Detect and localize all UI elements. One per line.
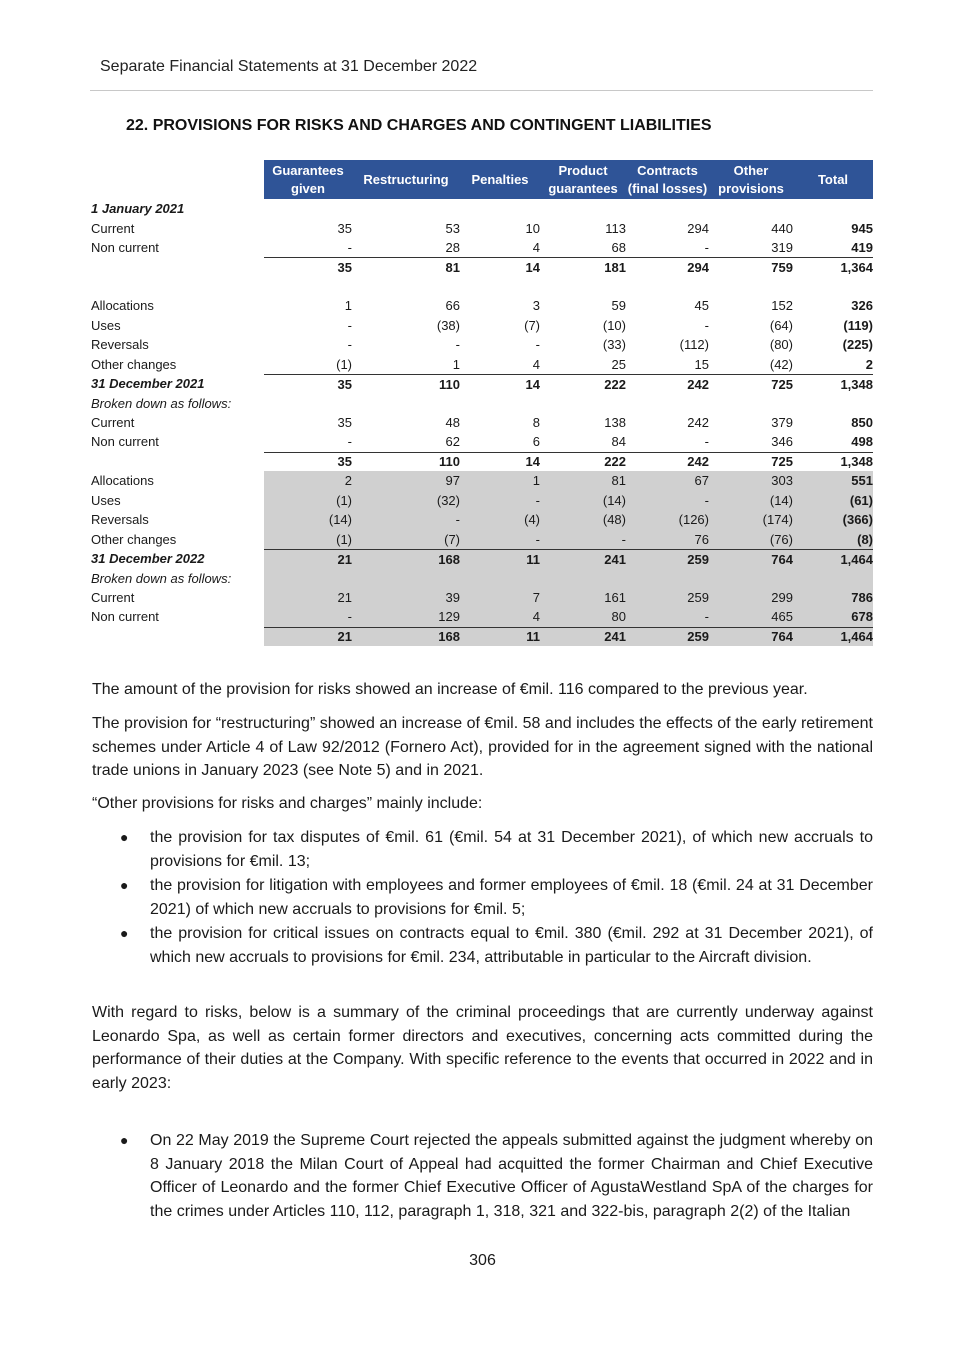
table-cell: 28: [445, 240, 460, 256]
table-cell: 11: [460, 549, 540, 568]
table-row: [91, 316, 873, 335]
paragraph-other-provisions-intro: “Other provisions for risks and charges” mainly include:: [92, 795, 483, 812]
table-cell: [352, 199, 460, 218]
table-cell: 161: [540, 588, 626, 607]
table-cell: 465: [709, 607, 793, 626]
table-cell: [540, 199, 626, 218]
table-cell: 222: [540, 452, 626, 471]
table-cell: 1: [452, 356, 460, 372]
table-cell: 498: [851, 434, 873, 450]
table-cell: 259: [626, 588, 709, 607]
table-cell: (32): [352, 491, 460, 510]
table-cell: -: [455, 337, 460, 353]
table-cell: 242: [626, 374, 709, 393]
list-item-text: the provision for litigation with employees and former employees of €mil. 18 (€mil. 24 at 31 December 2021) of which new accruals to provisions for €mil. 5;: [150, 877, 873, 918]
table-cell: [793, 568, 873, 587]
table-cell: -: [347, 317, 352, 333]
col-header-penalties: [460, 160, 540, 199]
table-cell: 152: [771, 298, 793, 314]
list-item: [120, 826, 873, 873]
section-title: 22. PROVISIONS FOR RISKS AND CHARGES AND CONTINGENT LIABILITIES: [126, 117, 712, 134]
table-cell: 725: [709, 374, 793, 393]
table-cell: -: [264, 607, 352, 626]
table-cell: 80: [540, 607, 626, 626]
col-header-line: Contracts: [637, 162, 698, 178]
list-item-text: On 22 May 2019 the Supreme Court rejected the appeals submitted against the judgment whereby on 8 January 2018 the Milan Court of Appeal had acquitted the former Chairman and Chief Executive Officer of Leonardo and the former Chief Executive Officer of AgustaWestland SpA of the charges for the crimes under Articles 110, 112, paragraph 1, 318, 321 and 322-bis, paragraph 2(2) of the Italian: [150, 1132, 873, 1220]
table-cell: (112): [679, 337, 709, 353]
table-cell: 76: [626, 529, 709, 548]
table-cell: 1: [460, 471, 540, 490]
table-cell: 8: [532, 415, 540, 431]
table-cell: 299: [709, 588, 793, 607]
table-spacer: [91, 277, 873, 296]
table-cell: 45: [694, 298, 709, 314]
table-cell: (38): [436, 317, 460, 333]
paragraph-criminal-proceedings: With regard to risks, below is a summary of the criminal proceedings that are currently underway against Leonardo Spa, as well as certain former directors and executives, concerning acts committed during the performance of their duties at the Company. With specific reference to the events that occurred in 2022 and in early 2023:: [92, 1004, 873, 1092]
table-cell: (61): [793, 491, 873, 510]
list-item: [120, 874, 873, 921]
table-cell: 110: [352, 374, 460, 393]
row-label: 31 December 2021: [91, 376, 205, 392]
table-cell: (42): [769, 356, 793, 372]
paragraph-provision-increase: The amount of the provision for risks showed an increase of €mil. 116 compared to the previous year.: [92, 681, 808, 698]
table-cell: 48: [445, 415, 460, 431]
table-cell: (1): [336, 356, 352, 372]
table-cell: 66: [445, 298, 460, 314]
row-label: Non current: [91, 434, 159, 450]
table-cell: [540, 568, 626, 587]
table-cell: 4: [532, 356, 540, 372]
table-cell: [264, 568, 352, 587]
row-label: Non current: [91, 609, 159, 625]
col-header-line: Other: [733, 162, 769, 178]
table-row: [91, 218, 873, 237]
table-cell: 25: [611, 356, 626, 372]
table-cell: (80): [769, 337, 793, 353]
table-row: [91, 471, 873, 490]
list-item-text: the provision for tax disputes of €mil. 61 (€mil. 54 at 31 December 2021), of which new accruals to provisions for €mil. 13;: [150, 829, 873, 870]
table-cell: (126): [626, 510, 709, 529]
table-cell: 59: [611, 298, 626, 314]
list-item: [120, 1129, 873, 1223]
table-cell: 6: [532, 434, 540, 450]
table-cell: 678: [793, 607, 873, 626]
table-cell: 259: [626, 627, 709, 646]
table-cell: 39: [352, 588, 460, 607]
table-cell: 138: [604, 415, 626, 431]
table-cell: 81: [352, 257, 460, 276]
table-cell: 10: [525, 220, 540, 236]
table-cell: (33): [602, 337, 626, 353]
row-label: Current: [91, 589, 135, 605]
col-header-line: given: [291, 180, 325, 196]
table-cell: -: [347, 337, 352, 353]
table-cell: 1,348: [793, 452, 873, 471]
col-header-guarantees: [264, 160, 352, 199]
row-label: Allocations: [91, 473, 154, 489]
table-cell: 764: [709, 549, 793, 568]
table-cell: 21: [264, 588, 352, 607]
table-cell: 81: [540, 471, 626, 490]
table-cell: [793, 199, 873, 218]
table-cell: (7): [524, 317, 540, 333]
table-cell: 1,364: [793, 257, 873, 276]
table-row: [91, 568, 873, 587]
table-cell: 129: [352, 607, 460, 626]
list-item: [120, 922, 873, 969]
table-row: [91, 491, 873, 510]
row-label: 1 January 2021: [91, 201, 185, 217]
table-cell: 68: [611, 240, 626, 256]
table-cell: 786: [793, 588, 873, 607]
table-cell: (4): [460, 510, 540, 529]
table-cell: [626, 568, 709, 587]
table-cell: (1): [264, 491, 352, 510]
table-cell: 2: [264, 471, 352, 490]
table-cell: [352, 393, 460, 412]
table-cell: 113: [605, 220, 626, 236]
bullet-icon: ●: [120, 1132, 129, 1148]
col-header-line: Restructuring: [363, 171, 449, 187]
other-provisions-list: [120, 826, 873, 970]
table-cell: 35: [337, 220, 352, 236]
bullet-icon: ●: [120, 925, 129, 941]
table-cell: 110: [352, 452, 460, 471]
table-cell: 419: [851, 240, 873, 256]
table-cell: (119): [843, 317, 873, 333]
table-cell: -: [540, 529, 626, 548]
row-label: 31 December 2022: [91, 551, 205, 567]
table-cell: 764: [709, 627, 793, 646]
table-cell: (14): [264, 510, 352, 529]
row-label: Non current: [91, 240, 159, 256]
table-cell: 222: [540, 374, 626, 393]
table-cell: [709, 199, 793, 218]
row-label: Broken down as follows:: [91, 395, 232, 411]
table-row: [91, 413, 873, 432]
table-cell: 62: [445, 434, 460, 450]
col-header-line: provisions: [718, 180, 784, 196]
paragraph-restructuring: The provision for “restructuring” showed an increase of €mil. 58 and includes the effects of the early retirement schemes under Article 4 of Law 92/2012 (Fornero Act), provided for in the agreement signed with the national trade unions in January 2023 (see Note 5) and in 2021.: [92, 715, 873, 779]
table-row: [91, 199, 873, 218]
table-cell: [709, 393, 793, 412]
table-cell: -: [460, 491, 540, 510]
table-cell: [793, 393, 873, 412]
table-cell: [709, 568, 793, 587]
table-cell: [540, 393, 626, 412]
table-cell: (174): [709, 510, 793, 529]
col-header-other-provisions: [709, 160, 793, 199]
table-cell: -: [704, 317, 709, 333]
row-label: Allocations: [91, 298, 154, 314]
table-cell: 1,348: [793, 374, 873, 393]
table-cell: 168: [352, 627, 460, 646]
table-cell: 53: [445, 220, 460, 236]
table-cell: -: [347, 240, 352, 256]
table-cell: 4: [460, 607, 540, 626]
table-body: [91, 199, 873, 646]
table-cell: 241: [540, 627, 626, 646]
table-row: [91, 335, 873, 354]
table-row: [91, 296, 873, 315]
table-cell: (1): [264, 529, 352, 548]
row-label: Current: [91, 415, 135, 431]
table-cell: -: [704, 434, 709, 450]
row-label: Broken down as follows:: [91, 570, 232, 586]
table-cell: (225): [842, 337, 873, 353]
bullet-icon: ●: [120, 829, 129, 845]
table-cell: 319: [771, 240, 793, 256]
table-cell: (64): [769, 317, 793, 333]
table-cell: 15: [694, 356, 709, 372]
table-row: [91, 257, 873, 276]
table-cell: (76): [709, 529, 793, 548]
col-header-line: Guarantees: [272, 162, 344, 178]
table-cell: -: [460, 529, 540, 548]
row-label: Uses: [91, 317, 121, 333]
header-blank-cell: [91, 160, 264, 199]
col-header-line: guarantees: [548, 180, 618, 196]
table-cell: [460, 568, 540, 587]
table-cell: (366): [793, 510, 873, 529]
table-cell: 294: [626, 257, 709, 276]
col-header-line: (final losses): [627, 180, 708, 196]
header-divider: [90, 90, 873, 91]
table-cell: 97: [352, 471, 460, 490]
table-cell: 759: [709, 257, 793, 276]
table-cell: -: [535, 337, 540, 353]
table-row: [91, 529, 873, 548]
table-cell: -: [704, 240, 709, 256]
row-label: Other changes: [91, 356, 177, 372]
table-row: [91, 238, 873, 257]
table-cell: 1,464: [793, 549, 873, 568]
table-cell: 84: [611, 434, 626, 450]
table-cell: (7): [352, 529, 460, 548]
table-header: [91, 160, 873, 199]
table-cell: 168: [352, 549, 460, 568]
table-cell: 303: [709, 471, 793, 490]
table-cell: -: [626, 607, 709, 626]
table-row: [91, 607, 873, 626]
proceedings-list: [120, 1129, 873, 1224]
table-cell: 35: [264, 257, 352, 276]
table-row: [91, 432, 873, 451]
table-cell: 379: [771, 415, 793, 431]
table-cell: [626, 393, 709, 412]
col-header-contracts: [626, 160, 709, 199]
table-cell: (48): [540, 510, 626, 529]
table-row: [91, 627, 873, 646]
list-item-text: the provision for critical issues on contracts equal to €mil. 380 (€mil. 292 at 31 December 2021), of which new accruals to provisions for €mil. 234, attributable in particular to the Aircraft division.: [150, 925, 873, 966]
table-cell: 14: [460, 452, 540, 471]
table-row: [91, 374, 873, 393]
row-label: Other changes: [91, 531, 177, 547]
table-cell: 725: [709, 452, 793, 471]
table-row: [91, 510, 873, 529]
table-cell: 3: [532, 298, 540, 314]
table-cell: [264, 393, 352, 412]
table-cell: (14): [709, 491, 793, 510]
table-cell: 14: [460, 257, 540, 276]
table-cell: 945: [851, 220, 873, 236]
table-cell: 346: [771, 434, 793, 450]
table-cell: -: [352, 510, 460, 529]
table-cell: [626, 199, 709, 218]
bullet-icon: ●: [120, 877, 129, 893]
table-cell: 551: [793, 471, 873, 490]
col-header-line: Product: [558, 162, 608, 178]
col-header-line: Total: [817, 171, 849, 187]
table-cell: 21: [264, 549, 352, 568]
table-cell: 440: [771, 220, 793, 236]
col-header-total: [793, 160, 873, 199]
table-cell: 850: [851, 415, 873, 431]
col-header-restructuring: [352, 160, 460, 199]
table-cell: (10): [602, 317, 626, 333]
row-label: Current: [91, 220, 135, 236]
page-number: 306: [469, 1252, 496, 1269]
table-cell: 14: [460, 374, 540, 393]
table-cell: 242: [626, 452, 709, 471]
col-header-product-guarantees: [540, 160, 626, 199]
table-cell: 1,464: [793, 627, 873, 646]
table-cell: 4: [532, 240, 540, 256]
table-cell: 242: [687, 415, 709, 431]
table-cell: 259: [626, 549, 709, 568]
table-cell: (14): [540, 491, 626, 510]
table-cell: -: [626, 491, 709, 510]
row-label: Reversals: [91, 337, 149, 353]
table-cell: [264, 199, 352, 218]
col-header-line: Penalties: [471, 171, 529, 187]
table-cell: 67: [626, 471, 709, 490]
table-row: [91, 355, 873, 374]
table-cell: 7: [460, 588, 540, 607]
table-cell: [460, 199, 540, 218]
table-cell: 35: [264, 452, 352, 471]
row-label: Reversals: [91, 512, 149, 528]
table-cell: [352, 568, 460, 587]
table-row: [91, 588, 873, 607]
table-cell: 35: [264, 374, 352, 393]
table-cell: 11: [460, 627, 540, 646]
table-cell: -: [347, 434, 352, 450]
table-cell: 1: [344, 298, 352, 314]
table-row: [91, 452, 873, 471]
table-cell: 326: [851, 298, 873, 314]
table-row: [91, 393, 873, 412]
table-cell: 35: [337, 415, 352, 431]
table-cell: 241: [540, 549, 626, 568]
table-cell: [460, 393, 540, 412]
provisions-table: [91, 160, 873, 646]
table-cell: 181: [540, 257, 626, 276]
table-cell: 294: [687, 220, 709, 236]
row-label: Uses: [91, 492, 121, 508]
running-header: Separate Financial Statements at 31 December 2022: [100, 58, 478, 75]
table-cell: 21: [264, 627, 352, 646]
table-cell: (8): [793, 529, 873, 548]
table-row: [91, 549, 873, 568]
table-cell: 2: [865, 356, 873, 372]
